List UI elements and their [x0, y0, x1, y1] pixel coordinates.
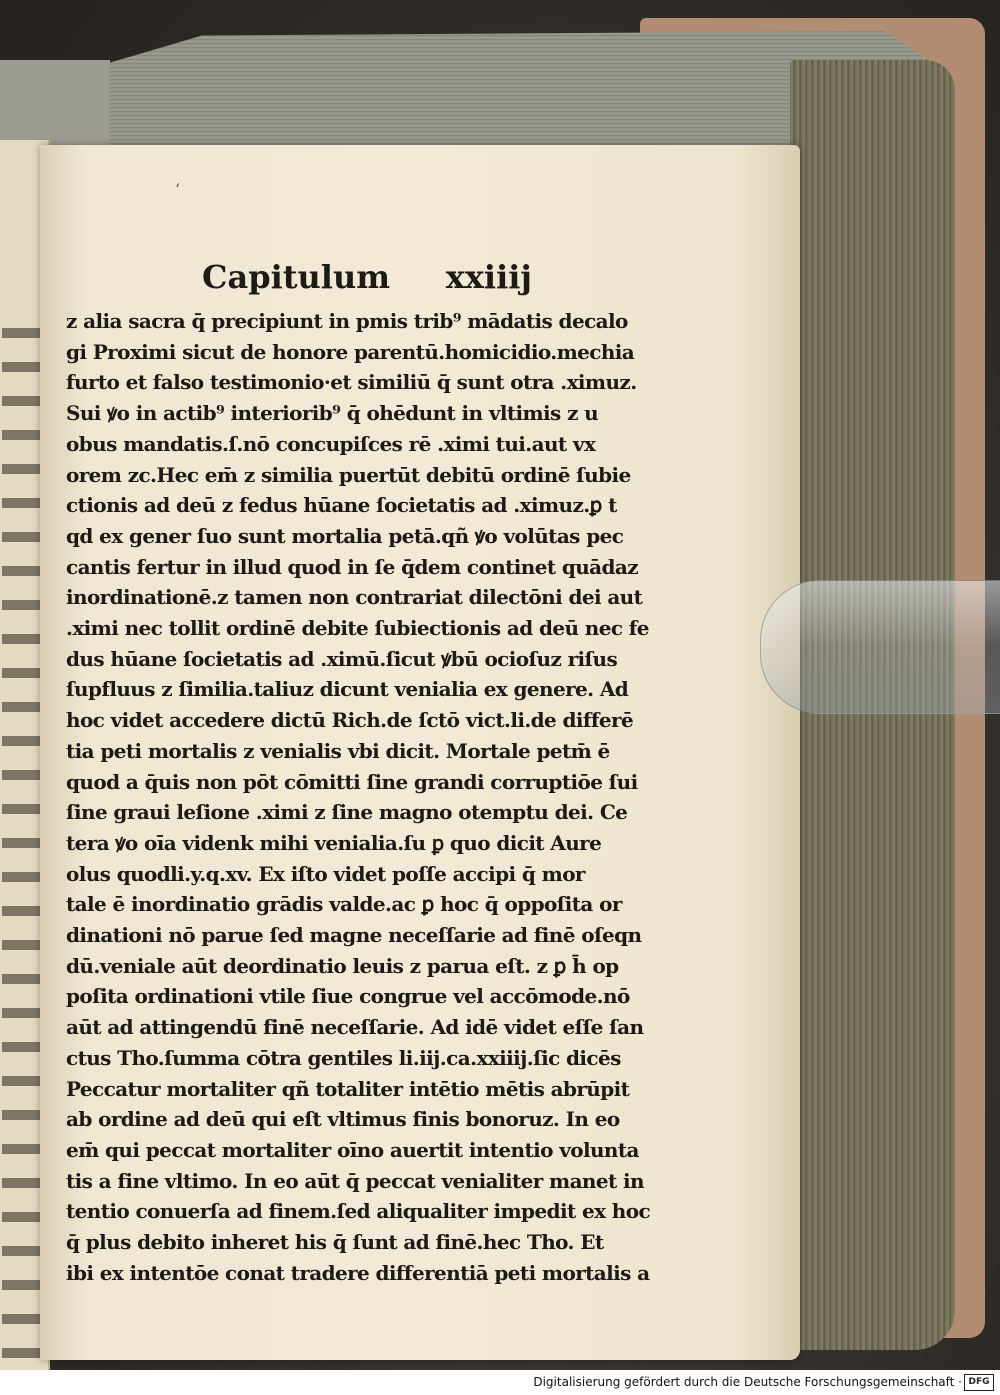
- text-line: quod a q̄uis non pōt cōmitti ſine grandi corruptiōe ſui: [66, 769, 638, 794]
- text-line: Sui ꝟo in actib⁹ interiorib⁹ q̄ ohēdunt in vltimis z u: [66, 401, 599, 426]
- text-line: q̄ plus debito inheret his q̄ ſunt ad finē.hec Tho. Et: [66, 1230, 604, 1255]
- text-line: ibi ex intentōe conat tradere differentiā peti mortalis a: [66, 1260, 650, 1285]
- text-line: dus hūane ſocietatis ad .ximū.ſicut ꝟbū ocioſuz riſus: [66, 646, 618, 671]
- text-line: poſita ordinationi vtile ſiue congrue vel accōmode.nō: [66, 984, 630, 1009]
- ink-mark: ʻ: [175, 180, 181, 199]
- text-line: inordinationē.z tamen non contrariat dilectōni dei aut: [66, 585, 643, 610]
- body-text: [66, 306, 666, 1289]
- text-line: gi Proximi sicut de honore parentū.homicidio.mechia: [66, 339, 635, 364]
- text-line: .ximi nec tollit ordinē debite ſubiectionis ad deū nec fe: [66, 616, 649, 641]
- text-line: olus quodli.y.q.xv. Ex iſto videt poſſe accipi q̄ mor: [66, 861, 585, 886]
- text-line: Peccatur mortaliter qñ totaliter intētio mētis abrūpit: [66, 1076, 630, 1101]
- text-line: ſine graui leſione .ximi z ſine magno otemptu dei. Ce: [66, 800, 628, 825]
- text-line: tera ꝟo oīa videnk mihi venialia.ſu ꝑ quo dicit Aure: [66, 830, 602, 855]
- text-line: ctus Tho.ſumma cōtra gentiles li.iij.ca.xxiiij.ſic dicēs: [66, 1045, 621, 1070]
- text-line: cantis fertur in illud quod in ſe q̄dem continet quādaz: [66, 554, 639, 579]
- text-line: tentio conuerſa ad finem.ſed aliqualiter impedit ex hoc: [66, 1199, 651, 1224]
- text-line: tis a fine vltimo. In eo aūt q̄ peccat venialiter manet in: [66, 1168, 644, 1193]
- text-line: dinationi nō parue ſed magne neceſſarie ad finē oſeqn: [66, 923, 642, 948]
- text-line: ctionis ad deū z fedus hūane ſocietatis ad .ximuz.ꝑ t: [66, 493, 617, 518]
- text-line: tia peti mortalis z venialis vbi dicit. Mortale petm̄ ē: [66, 738, 610, 763]
- text-line: hoc videt accedere dictū Rich.de ſctō vict.li.de differē: [66, 708, 634, 733]
- text-line: orem zc.Hec em̄ z similia puertūt debitū ordinē ſubie: [66, 462, 631, 487]
- text-line: ſupfluus z ſimilia.taliuz dicunt venialia ex genere. Ad: [66, 677, 629, 702]
- text-line: tale ē inordinatio grādis valde.ac ꝑ hoc q̄ oppoſita or: [66, 892, 622, 917]
- dfg-logo: DFG: [964, 1374, 994, 1391]
- funding-credit: Digitalisierung gefördert durch die Deutsche Forschungsgemeinschaft ·: [533, 1375, 962, 1389]
- text-line: obus mandatis.ſ.nō concupiſces rē .ximi tui.aut vx: [66, 431, 596, 456]
- glass-page-holder: [760, 580, 1000, 714]
- text-line: dū.veniale aūt deordinatio leuis z parua eſt. z ꝑ h̄ op: [66, 953, 619, 978]
- text-line: qd ex gener ſuo sunt mortalia petā.qñ ꝟo volūtas pec: [66, 523, 624, 548]
- chapter-heading: Capitulum xxiiij: [202, 258, 532, 296]
- text-line: z alia sacra q̄ precipiunt in pmis trib⁹ mādatis decalo: [66, 309, 628, 333]
- text-line: aūt ad attingendū finē neceſſarie. Ad idē videt eſſe ſan: [66, 1015, 644, 1040]
- footer-bar: [0, 1370, 1000, 1395]
- text-line: furto et falso testimonio·et similiū q̄ sunt otra .ximuz.: [66, 370, 637, 395]
- text-line: ab ordine ad deū qui eſt vltimus finis bonoruz. In eo: [66, 1107, 620, 1132]
- text-line: em̄ qui peccat mortaliter oīno auertit intentio volunta: [66, 1137, 639, 1162]
